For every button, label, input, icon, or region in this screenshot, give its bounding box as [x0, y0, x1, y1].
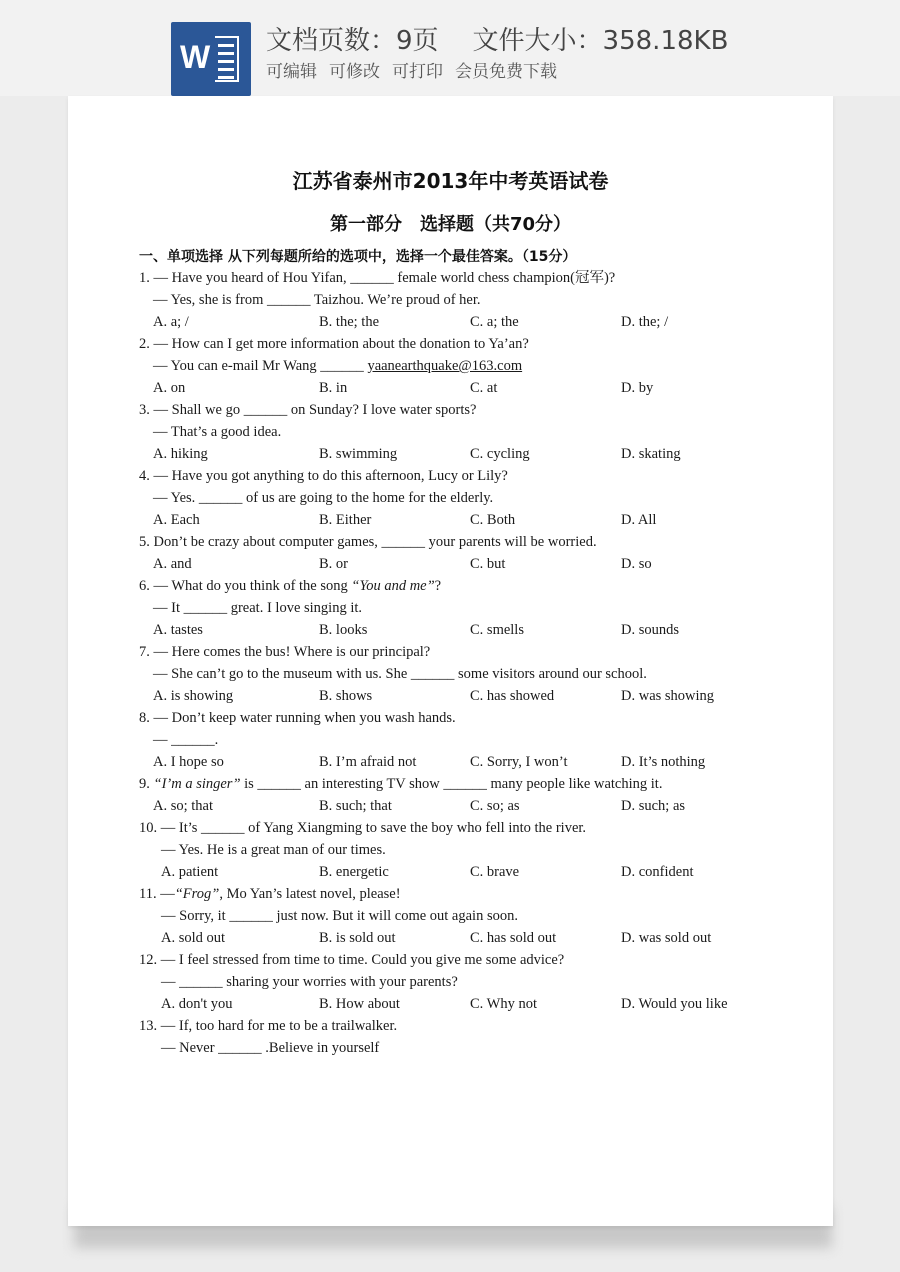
- question-12-option-a: A. don't you: [161, 996, 233, 1012]
- question-1-option-a: A. a; /: [153, 314, 189, 330]
- question-6-question-mark: ?: [434, 578, 442, 594]
- question-1-option-d: D. the; /: [621, 314, 669, 330]
- question-11-book-title: “Frog”: [174, 886, 220, 902]
- question-13-stem: 13. — If, too hard for me to be a trailwalker.: [139, 1018, 398, 1034]
- question-3-reply: — That’s a good idea.: [153, 424, 282, 440]
- question-9-stem-text: is ______ an interesting TV show ______ many people like watching it.: [240, 776, 663, 792]
- question-11-option-d: D. was sold out: [621, 930, 712, 946]
- question-11-stem: [139, 883, 401, 905]
- question-5-option-c: C. but: [470, 556, 506, 572]
- question-3-stem: 3. — Shall we go ______ on Sunday? I love water sports?: [139, 402, 477, 418]
- question-12-reply: — ______ sharing your worries with your parents?: [161, 974, 458, 990]
- question-3-option-a: A. hiking: [153, 446, 208, 462]
- question-4-option-c: C. Both: [470, 512, 516, 528]
- question-9-option-d: D. such; as: [621, 798, 686, 814]
- question-4-reply: — Yes. ______ of us are going to the home for the elderly.: [153, 490, 494, 506]
- question-10-reply: — Yes. He is a great man of our times.: [161, 842, 386, 858]
- question-5-option-d: D. so: [621, 556, 652, 572]
- download-banner: [0, 0, 900, 96]
- question-2-option-a: A. on: [153, 380, 186, 396]
- question-7-option-a: A. is showing: [153, 688, 234, 704]
- file-size: 文件大小：358.18KB: [472, 26, 729, 56]
- question-4-stem: 4. — Have you got anything to do this afternoon, Lucy or Lily?: [139, 468, 508, 484]
- document-page: [68, 96, 833, 1226]
- question-11-option-a: A. sold out: [161, 930, 226, 946]
- question-2-option-b: B. in: [319, 380, 348, 396]
- feature-modifiable: 可修改: [329, 62, 380, 82]
- question-11-stem-text: , Mo Yan’s latest novel, please!: [219, 886, 401, 902]
- question-12-stem: 12. — I feel stressed from time to time. Could you give me some advice?: [139, 952, 565, 968]
- question-12-option-d: D. Would you like: [621, 996, 728, 1012]
- page-count: 文档页数：9页: [266, 26, 439, 56]
- question-11-reply: — Sorry, it ______ just now. But it will come out again soon.: [161, 908, 518, 924]
- part-heading: 第一部分 选择题（共70分）: [329, 214, 572, 235]
- question-3-option-c: C. cycling: [470, 446, 530, 462]
- question-8-option-a: A. I hope so: [153, 754, 224, 770]
- question-7-option-c: C. has showed: [470, 688, 555, 704]
- question-4-option-d: D. All: [621, 512, 657, 528]
- file-info: [266, 20, 762, 57]
- question-6-stem-text: 6. — What do you think of the song: [139, 578, 352, 594]
- question-9-option-a: A. so; that: [153, 798, 214, 814]
- question-11-option-b: B. is sold out: [319, 930, 396, 946]
- question-9-option-c: C. so; as: [470, 798, 520, 814]
- question-3-option-d: D. skating: [621, 446, 681, 462]
- question-8-option-c: C. Sorry, I won’t: [470, 754, 568, 770]
- question-8-reply: — ______.: [153, 732, 219, 748]
- document-lines-icon: [215, 36, 239, 82]
- question-9-option-b: B. such; that: [319, 798, 392, 814]
- question-6-option-b: B. looks: [319, 622, 368, 638]
- question-2-stem: 2. — How can I get more information about the donation to Ya’an?: [139, 336, 529, 352]
- feature-list: [266, 57, 569, 82]
- question-8-option-d: D. It’s nothing: [621, 754, 706, 770]
- question-2-reply-text: — You can e-mail Mr Wang ______: [153, 358, 368, 374]
- question-8-stem: 8. — Don’t keep water running when you wash hands.: [139, 710, 456, 726]
- email-link[interactable]: yaanearthquake@163.com: [367, 358, 523, 374]
- question-2-option-c: C. at: [470, 380, 498, 396]
- question-7-stem: 7. — Here comes the bus! Where is our principal?: [139, 644, 431, 660]
- question-6-reply: — It ______ great. I love singing it.: [153, 600, 363, 616]
- question-5-stem: 5. Don’t be crazy about computer games, ______ your parents will be worried.: [139, 534, 597, 550]
- question-11-number: 11. —: [139, 886, 175, 902]
- question-2-reply: [153, 355, 522, 377]
- question-1-option-b: B. the; the: [319, 314, 380, 330]
- question-9-stem: [139, 773, 662, 795]
- question-5-option-a: A. and: [153, 556, 192, 572]
- question-4-option-a: A. Each: [153, 512, 200, 528]
- question-10-option-b: B. energetic: [319, 864, 389, 880]
- question-6-stem: [139, 575, 441, 597]
- question-9-number: 9.: [139, 776, 154, 792]
- feature-member-download: 会员免费下载: [455, 62, 557, 82]
- word-document-icon: [171, 22, 251, 96]
- question-11-option-c: C. has sold out: [470, 930, 557, 946]
- feature-printable: 可打印: [392, 62, 443, 82]
- question-10-option-d: D. confident: [621, 864, 694, 880]
- question-7-reply: — She can’t go to the museum with us. She ______ some visitors around our school.: [153, 666, 647, 682]
- question-1-reply: — Yes, she is from ______ Taizhou. We’re proud of her.: [153, 292, 481, 308]
- question-10-option-a: A. patient: [161, 864, 219, 880]
- question-1-option-c: C. a; the: [470, 314, 519, 330]
- question-8-option-b: B. I’m afraid not: [319, 754, 417, 770]
- question-6-option-d: D. sounds: [621, 622, 680, 638]
- section-heading: 一、单项选择 从下列每题所给的选项中，选择一个最佳答案。（15分）: [139, 249, 577, 265]
- question-1-stem: 1. — Have you heard of Hou Yifan, ______ female world chess champion(冠军)?: [139, 270, 616, 286]
- question-5-option-b: B. or: [319, 556, 348, 572]
- question-4-option-b: B. Either: [319, 512, 372, 528]
- question-6-option-c: C. smells: [470, 622, 524, 638]
- question-6-option-a: A. tastes: [153, 622, 203, 638]
- exam-title: 江苏省泰州市2013年中考英语试卷: [292, 169, 609, 193]
- question-2-option-d: D. by: [621, 380, 654, 396]
- question-9-show-title: “I’m a singer”: [153, 776, 241, 792]
- question-12-option-b: B. How about: [319, 996, 400, 1012]
- question-3-option-b: B. swimming: [319, 446, 398, 462]
- question-7-option-d: D. was showing: [621, 688, 715, 704]
- question-10-option-c: C. brave: [470, 864, 520, 880]
- question-12-option-c: C. Why not: [470, 996, 537, 1012]
- question-6-song-title: “You and me”: [351, 578, 435, 594]
- question-7-option-b: B. shows: [319, 688, 373, 704]
- question-13-reply: — Never ______ .Believe in yourself: [161, 1040, 380, 1056]
- word-icon-letter: W: [180, 39, 211, 75]
- question-10-stem: 10. — It’s ______ of Yang Xiangming to save the boy who fell into the river.: [139, 820, 587, 836]
- feature-editable: 可编辑: [266, 62, 317, 82]
